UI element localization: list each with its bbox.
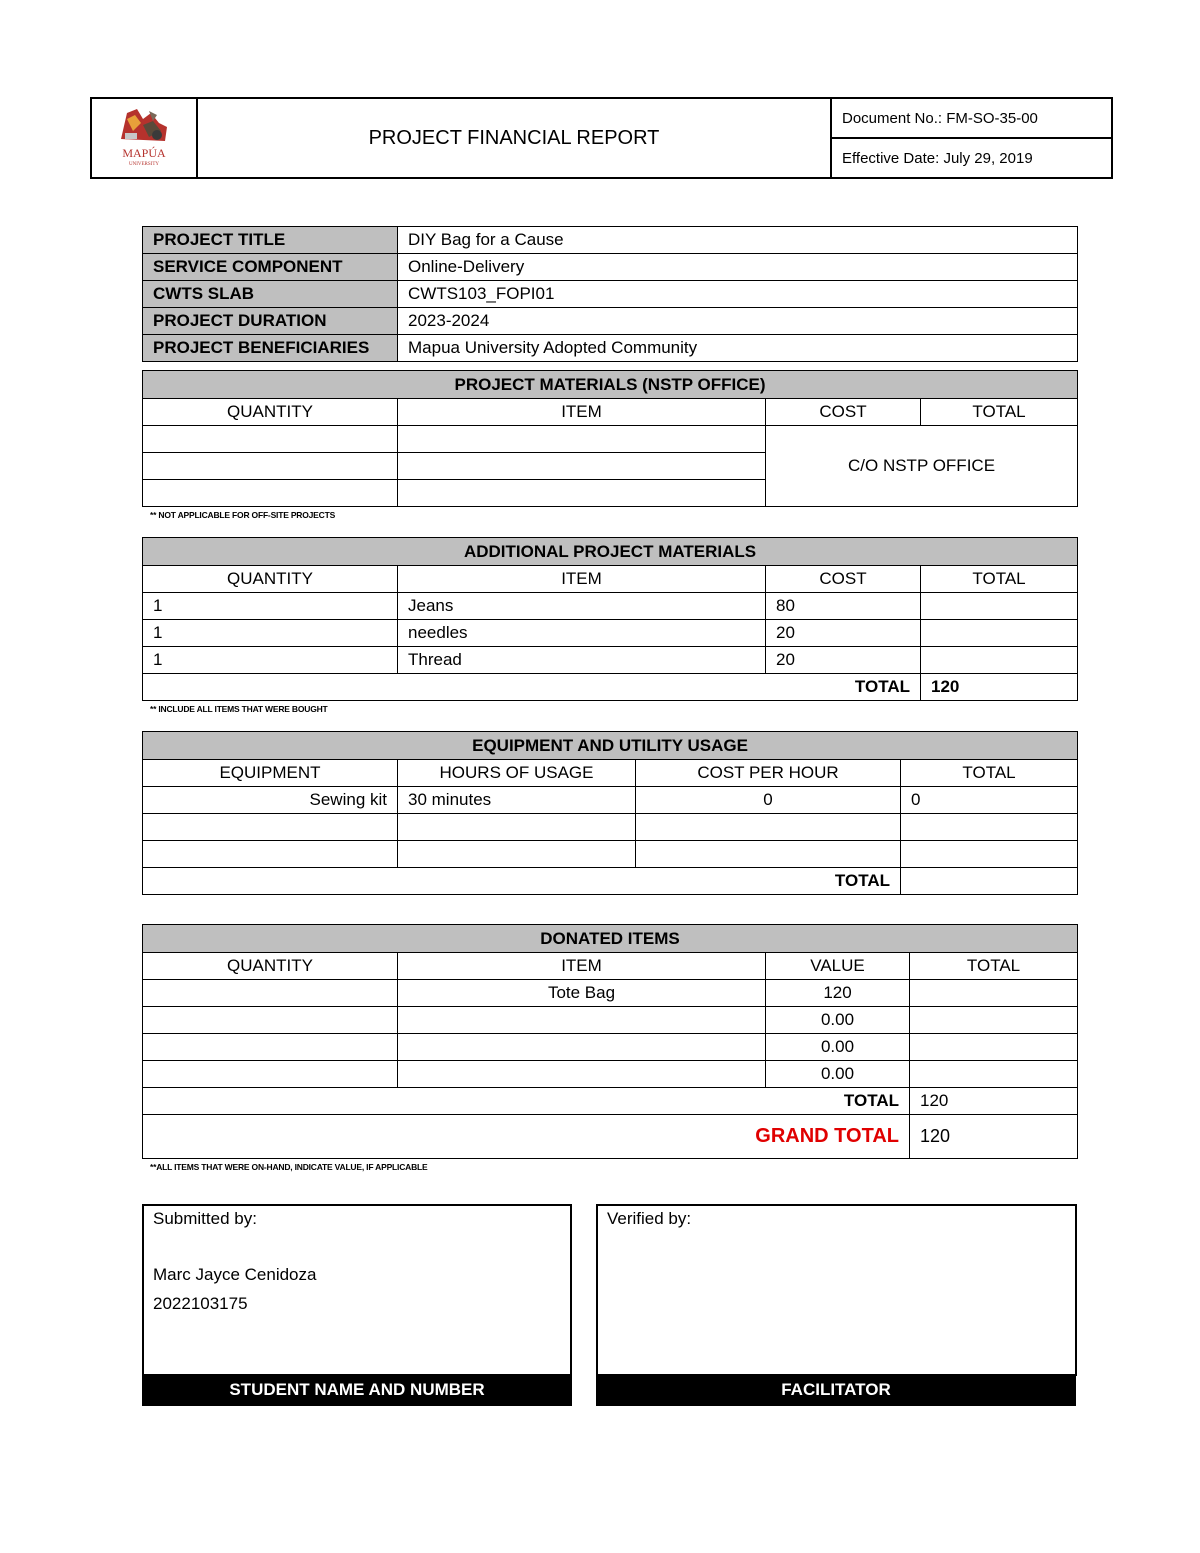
student-number: 2022103175 — [153, 1294, 248, 1313]
report-title: PROJECT FINANCIAL REPORT — [197, 98, 831, 178]
total-value: 120 — [921, 674, 1078, 701]
donated-footnote: **ALL ITEMS THAT WERE ON-HAND, INDICATE VALUE, IF APPLICABLE — [150, 1162, 428, 1172]
logo-text: MAPÚA — [122, 145, 166, 160]
table-row — [143, 841, 1078, 868]
info-value: Mapua University Adopted Community — [398, 335, 1078, 362]
column-header: ITEM — [398, 399, 766, 426]
qty-cell — [143, 980, 398, 1007]
total-cell — [921, 620, 1078, 647]
table-row — [143, 980, 1078, 1007]
total-cell — [921, 593, 1078, 620]
table-row — [143, 1061, 1078, 1088]
equipment-cell: Sewing kit — [143, 787, 398, 814]
empty-cell — [143, 480, 398, 507]
header-table — [90, 97, 1113, 179]
column-header: COST — [766, 399, 921, 426]
donated-items-table — [142, 924, 1078, 1159]
cost-per-hour-cell: 0 — [636, 787, 901, 814]
total-cell — [910, 1007, 1078, 1034]
column-header: TOTAL — [910, 953, 1078, 980]
submitted-by-box — [142, 1204, 572, 1376]
qty-cell — [143, 1007, 398, 1034]
equipment-table — [142, 731, 1078, 895]
empty-cell — [398, 426, 766, 453]
logo-cell — [91, 98, 197, 178]
equipment-cell — [143, 814, 398, 841]
info-label: CWTS SLAB — [143, 281, 398, 308]
empty-cell — [143, 426, 398, 453]
additional-footnote: ** INCLUDE ALL ITEMS THAT WERE BOUGHT — [150, 704, 328, 714]
item-cell: Tote Bag — [398, 980, 766, 1007]
document-number: Document No.: FM-SO-35-00 — [831, 98, 1112, 138]
item-cell: needles — [398, 620, 766, 647]
total-value — [901, 868, 1078, 895]
qty-cell: 1 — [143, 593, 398, 620]
info-value: CWTS103_FOPI01 — [398, 281, 1078, 308]
value-cell: 0.00 — [766, 1061, 910, 1088]
project-info-table — [142, 226, 1078, 362]
verified-by-label: Verified by: — [607, 1209, 692, 1228]
item-cell: Jeans — [398, 593, 766, 620]
hours-cell — [398, 841, 636, 868]
cost-per-hour-cell — [636, 841, 901, 868]
qty-cell — [143, 1034, 398, 1061]
info-value: Online-Delivery — [398, 254, 1078, 281]
total-label: TOTAL — [143, 1088, 910, 1115]
section-title: DONATED ITEMS — [143, 925, 1078, 953]
verified-by-box — [596, 1204, 1077, 1376]
grand-total-value: 120 — [910, 1115, 1078, 1159]
table-row — [143, 593, 1078, 620]
column-header: TOTAL — [921, 399, 1078, 426]
column-header: QUANTITY — [143, 953, 398, 980]
column-header: QUANTITY — [143, 566, 398, 593]
hours-cell: 30 minutes — [398, 787, 636, 814]
value-cell: 0.00 — [766, 1034, 910, 1061]
nstp-office-note: C/O NSTP OFFICE — [766, 426, 1078, 507]
total-cell — [910, 980, 1078, 1007]
column-header: TOTAL — [921, 566, 1078, 593]
value-cell: 120 — [766, 980, 910, 1007]
nstp-materials-table — [142, 370, 1078, 507]
item-cell — [398, 1061, 766, 1088]
info-label: SERVICE COMPONENT — [143, 254, 398, 281]
value-cell: 0.00 — [766, 1007, 910, 1034]
total-label: TOTAL — [143, 674, 921, 701]
column-header: QUANTITY — [143, 399, 398, 426]
item-cell: Thread — [398, 647, 766, 674]
total-cell — [901, 814, 1078, 841]
additional-materials-table — [142, 537, 1078, 701]
info-value: 2023-2024 — [398, 308, 1078, 335]
facilitator-bar: FACILITATOR — [596, 1375, 1076, 1406]
column-header: HOURS OF USAGE — [398, 760, 636, 787]
empty-cell — [398, 453, 766, 480]
table-row — [143, 787, 1078, 814]
total-cell — [921, 647, 1078, 674]
total-value: 120 — [910, 1088, 1078, 1115]
total-cell — [910, 1034, 1078, 1061]
hours-cell — [398, 814, 636, 841]
student-name: Marc Jayce Cenidoza — [153, 1265, 317, 1284]
total-cell — [910, 1061, 1078, 1088]
submitted-by-label: Submitted by: — [153, 1209, 257, 1228]
column-header: EQUIPMENT — [143, 760, 398, 787]
column-header: COST — [766, 566, 921, 593]
info-row — [143, 335, 1078, 362]
cost-cell: 20 — [766, 620, 921, 647]
cost-cell: 80 — [766, 593, 921, 620]
cost-cell: 20 — [766, 647, 921, 674]
equipment-cell — [143, 841, 398, 868]
column-header: TOTAL — [901, 760, 1078, 787]
mapua-logo — [113, 105, 175, 167]
section-title: PROJECT MATERIALS (NSTP OFFICE) — [143, 371, 1078, 399]
info-label: PROJECT DURATION — [143, 308, 398, 335]
info-value: DIY Bag for a Cause — [398, 227, 1078, 254]
info-label: PROJECT TITLE — [143, 227, 398, 254]
section-title: EQUIPMENT AND UTILITY USAGE — [143, 732, 1078, 760]
info-row — [143, 227, 1078, 254]
table-row — [143, 814, 1078, 841]
table-row — [143, 647, 1078, 674]
logo-subtext: UNIVERSITY — [129, 161, 159, 167]
column-header: COST PER HOUR — [636, 760, 901, 787]
table-row — [143, 1034, 1078, 1061]
cost-per-hour-cell — [636, 814, 901, 841]
qty-cell: 1 — [143, 647, 398, 674]
info-row — [143, 281, 1078, 308]
grand-total-label: GRAND TOTAL — [143, 1115, 910, 1159]
nstp-footnote: ** NOT APPLICABLE FOR OFF-SITE PROJECTS — [150, 510, 336, 520]
info-row — [143, 254, 1078, 281]
qty-cell — [143, 1061, 398, 1088]
section-title: ADDITIONAL PROJECT MATERIALS — [143, 538, 1078, 566]
table-row — [143, 1007, 1078, 1034]
total-cell: 0 — [901, 787, 1078, 814]
column-header: ITEM — [398, 953, 766, 980]
total-cell — [901, 841, 1078, 868]
effective-date: Effective Date: July 29, 2019 — [831, 138, 1112, 178]
qty-cell: 1 — [143, 620, 398, 647]
total-label: TOTAL — [143, 868, 901, 895]
info-row — [143, 308, 1078, 335]
empty-cell — [398, 480, 766, 507]
table-row — [143, 620, 1078, 647]
empty-cell — [143, 453, 398, 480]
item-cell — [398, 1034, 766, 1061]
column-header: ITEM — [398, 566, 766, 593]
item-cell — [398, 1007, 766, 1034]
info-label: PROJECT BENEFICIARIES — [143, 335, 398, 362]
student-name-bar: STUDENT NAME AND NUMBER — [142, 1375, 572, 1406]
column-header: VALUE — [766, 953, 910, 980]
